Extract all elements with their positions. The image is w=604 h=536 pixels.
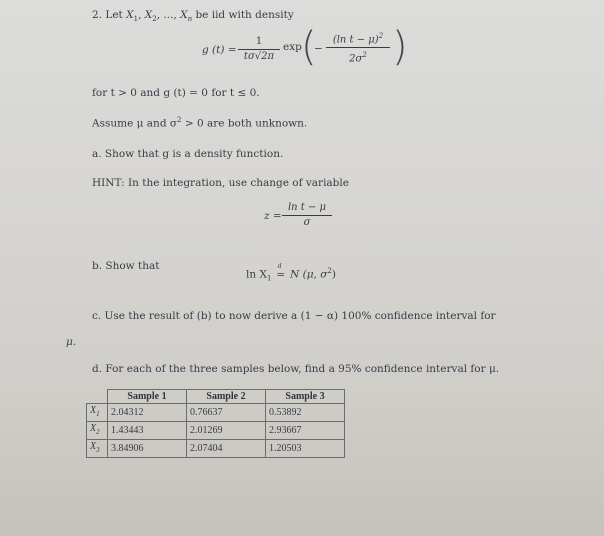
support-text: for t > 0 and g (t) = 0 for t ≤ 0. [92, 87, 260, 99]
table-header-sample-3: Sample 3 [266, 390, 345, 404]
table-row [87, 422, 345, 440]
g-frac-denominator: tσ√2π [243, 51, 275, 62]
g-fraction [238, 36, 280, 63]
intro-prefix: Let [105, 9, 123, 21]
assume-text: Assume μ and $\sigma^2 > 0$ are both unknown. [92, 116, 308, 130]
part-c: c. Use the result of (b) to now derive a (1 − α) 100% confidence interval for [92, 310, 496, 322]
table-cell: 3.84906 [108, 440, 187, 458]
table-cell: 2.07404 [187, 440, 266, 458]
hint-text: HINT: In the integration, use change of variable [92, 177, 349, 189]
table-cell: 1.43443 [108, 422, 187, 440]
z-frac-numerator: ln t − μ [287, 202, 327, 213]
exp-frac-numerator: (ln t − μ)$^2$ [332, 32, 384, 46]
exp-fraction [326, 30, 390, 66]
g-label: g (t) = [202, 44, 237, 56]
table-row [87, 440, 345, 458]
table-header-row [87, 390, 345, 404]
exp-frac-denominator: $2\sigma^2$ [349, 51, 367, 65]
left-paren: ( [301, 24, 317, 70]
g-frac-numerator: 1 [255, 36, 263, 47]
table-cell: 2.93667 [266, 422, 345, 440]
exp-minus: − [314, 43, 323, 55]
row-label: $X_1$ [87, 404, 108, 422]
table-cell: 0.53892 [266, 404, 345, 422]
intro-suffix: be iid with density [195, 9, 294, 21]
z-fraction [282, 202, 332, 229]
z-label: z = [264, 210, 282, 222]
table-header-sample-1: Sample 1 [108, 390, 187, 404]
table-cell: 1.20503 [266, 440, 345, 458]
part-c-continued: μ. [66, 336, 77, 348]
table-cell: 2.04312 [108, 404, 187, 422]
part-b: b. Show that [92, 260, 160, 272]
problem-number: 2. [92, 9, 103, 21]
part-d: d. For each of the three samples below, find a 95% confidence interval for μ. [92, 363, 500, 375]
table-cell: 2.01269 [187, 422, 266, 440]
table-corner [87, 390, 108, 404]
exp-label: exp [283, 41, 302, 53]
table-header-sample-2: Sample 2 [187, 390, 266, 404]
table-cell: 0.76637 [187, 404, 266, 422]
row-label: $X_3$ [87, 440, 108, 458]
z-frac-denominator: σ [303, 217, 311, 228]
right-paren: ) [392, 24, 408, 70]
part-b-formula: $\ln X_1$ d = N (μ, $\sigma^2$) [246, 262, 336, 283]
row-label: $X_2$ [87, 422, 108, 440]
part-a: a. Show that g is a density function. [92, 148, 284, 160]
samples-table [86, 389, 345, 458]
problem-intro: 2. Let $X_1$, $X_2$, ..., $X_n$ be iid with density [92, 9, 294, 24]
table-row [87, 404, 345, 422]
